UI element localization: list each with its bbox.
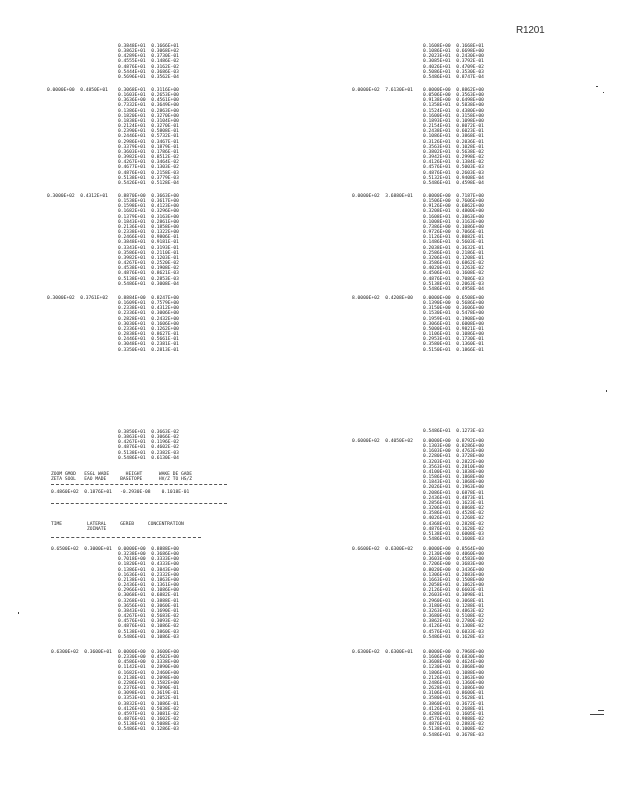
data-block: 0.8884E+00 0.8247E+00 0.1609E+01 0.7579E+00 0.2338E+01 0.4312E+00 0.2336E+01 0.3006E+00 0.2828E+01 0.2432E+00 0.3030E+01 0.1606E+00 0.2336E+01 0.1262E+00 0.2838E+01 0.8627E-01 0.2446E+01 0.5661E-01 0.3048E+01 0.2381E-01 0.3350E+01 0.2813E-01 — [118, 296, 179, 353]
header-rule — [51, 484, 227, 485]
block-header-values: 0.6300E+02 0.6300E+01 — [352, 650, 413, 655]
data-block: 0.8870E+00 0.3663E+00 0.1538E+01 0.3617E+00 0.1598E+01 0.4123E+00 0.1682E+01 0.3296E+00 0.1379E+01 0.3163E+00 0.1843E+01 0.2861E+00 0.2136E+01 0.1858E+00 0.2338E+01 0.1322E+00 0.2466E+01 0.9806E-01 0.3848E+01 0.9181E-01 0.3343E+01 0.3193E-01 0.3586E+01 0.2110E-01 0.3982E+01 0.1203E-01 0.4267E+01 0.2520E-02 0.4538E+01 0.1908E-02 0.4876E+01 0.8621E-03 0.5138E+01 0.2853E-03 0.5486E+01 0.3008E-04 — [118, 194, 179, 287]
scan-speck — [603, 92, 604, 93]
parameter-values: 0.4860E+02 0.1876E+01 -0.2930E-08 0.1018E-01 — [51, 490, 190, 495]
scan-speck — [606, 390, 607, 392]
scan-speck — [590, 714, 604, 715]
data-block: 0.0000E+00 0.7968E+00 0.1606E+00 0.6830E+00 0.3608E+00 0.4624E+00 0.1230E+01 0.3868E+00 0.1806E+01 0.1088E+00 0.2126E+01 0.1863E+00 0.2486E+01 0.1360E+00 0.2628E+01 0.1086E+00 0.3106E+01 0.8600E-01 0.3580E+01 0.5628E-01 0.3860E+01 0.3672E-01 0.4126E+01 0.2688E-01 0.4280E+01 0.1605E-01 0.4576E+01 0.9888E-02 0.4876E+01 0.2883E-02 0.5138E+01 0.1008E-02 0.5486E+01 0.3678E-03 — [423, 650, 484, 738]
block-header-values: 0.3000E+02 0.4312E+01 — [47, 194, 108, 199]
data-block: 0.1608E+00 0.1668E+01 0.1086E+01 0.6698E+00 0.2023E+01 0.2430E+00 0.3085E+01 0.3792E-01 0.4026E+01 0.4709E-02 0.5086E+01 0.3530E-03 0.5486E+01 0.8747E-04 — [423, 44, 484, 80]
header-rule — [51, 503, 227, 504]
block-header-values: 0.3000E+02 0.3761E+02 — [47, 296, 108, 301]
scan-speck — [18, 612, 19, 614]
data-block: 0.3850E+01 0.3663E-02 0.3863E+01 0.3066E-02 0.4267E+01 0.1196E-02 0.4876E+01 0.4602E-02 0.5138E+01 0.2382E-03 0.5486E+01 0.6130E-04 — [118, 430, 179, 461]
block-header-values: 0.6600E+02 0.6300E+02 — [352, 547, 413, 552]
column-header: TIME LATERAL GEREB CONCENTRATION ZOINATE — [51, 522, 184, 533]
column-rule — [51, 537, 201, 538]
block-header-values: 0.0000E+02 7.6130E+01 — [352, 88, 413, 93]
parameter-header: ZOOM GMOD ESGL WADE HEIGHT WAKE DE GADE ZETA SOOL EAO MADE BASETOPE HV/Z TO HS/Z — [51, 472, 193, 483]
data-block: 0.0000E+00 0.7187E+00 0.1506E+00 0.7606E+00 0.9126E+00 0.6862E+00 0.3208E+01 0.4800E+00 0.1608E+01 0.3863E+00 0.1008E+01 0.3163E+00 0.7386E+00 0.1086E+00 0.9726E+00 0.7066E-01 0.1126E+01 0.8082E-01 0.1486E+01 0.5603E-01 0.2038E+01 0.3632E-01 0.2586E+01 0.2186E-01 0.3206E+01 0.1208E-01 0.3586E+01 0.6862E-02 0.4020E+01 0.3263E-02 0.4506E+01 0.1608E-02 0.4876E+01 0.7086E-03 0.5138E+01 0.2063E-03 0.5486E+01 0.4958E-04 — [423, 194, 484, 292]
data-block: 0.0000E+00 0.8792E+00 0.1303E+00 0.8286E+00 0.1603E+00 0.4763E+00 0.2280E+01 0.3728E+00 0.3203E+01 0.2822E+00 0.3563E+01 0.2810E+00 0.4100E+01 0.1838E+00 0.1586E+01 0.1868E+00 0.1843E+01 0.1868E+00 0.2026E+01 0.1963E+00 0.2086E+01 0.6878E-01 0.2436E+01 0.4873E-01 0.2856E+01 0.1623E-01 0.3206E+01 0.8868E-02 0.3586E+01 0.4528E-02 0.4026E+01 0.3268E-02 0.4368E+01 0.2828E-02 0.4876E+01 0.1628E-02 0.5138E+01 0.6008E-03 0.5486E+01 0.1608E-03 — [423, 439, 484, 542]
data-block: 0.3848E+01 0.1666E+01 0.3862E+01 0.3068E+02 0.4289E+01 0.3730E-01 0.4555E+01 0.1486E-02 0.4876E+01 0.3162E-02 0.5444E+01 0.3686E-03 0.5696E+01 0.3562E-04 — [118, 44, 179, 80]
block-header-values: 0.6000E+02 0.4050E+02 — [352, 439, 413, 444]
block-header-values: 0.6300E+02 0.3600E+01 — [51, 650, 112, 655]
data-block: 0.0000E+00 0.6508E+00 0.1390E+00 0.5686E+00 0.3150E+00 0.3606E+00 0.1530E+01 0.5478E+00 0.1959E+01 0.1908E+00 0.3066E+01 0.6008E+00 0.5000E+01 0.9821E-01 0.1106E+01 0.1086E+00 0.2953E+01 0.1730E-01 0.3580E+01 0.1360E-01 0.5150E+01 0.1866E-01 — [423, 296, 484, 353]
data-block: 0.0000E+00 0.3600E+00 0.2330E+00 0.4502E+00 0.4586E+00 0.3338E+00 0.1142E+01 0.2890E+00 0.1682E+01 0.2460E+00 0.2138E+01 0.2098E+00 0.2286E+01 0.1582E+00 0.2376E+01 0.7090E-01 0.3098E+01 0.3619E-01 0.3353E+01 0.2052E-01 0.3832E+01 0.1086E-01 0.4126E+01 0.5038E-02 0.4597E+01 0.3081E-02 0.4876E+01 0.1602E-02 0.5138E+01 0.5088E-03 0.5486E+01 0.1286E-03 — [118, 650, 179, 733]
page-id: R1201 — [516, 25, 545, 36]
block-header-values: 0.6500E+02 0.3000E+01 — [51, 547, 112, 552]
block-header-values: 0.0000E+00 0.4850E+01 — [47, 88, 108, 93]
data-block: 0.0000E+00 0.8862E+00 0.0506E+00 0.3563E+00 0.9138E+00 0.6498E+00 0.1358E+01 0.5838E+00 0.1524E+01 0.4380E+00 0.1600E+01 0.3158E+00 0.1893E+01 0.1098E+00 0.2154E+01 0.8072E-01 0.2438E+01 0.6023E-01 0.1086E+01 0.3868E-01 0.3126E+01 0.2036E-01 0.3563E+01 0.1028E-01 0.3802E+01 0.5638E-02 0.3942E+01 0.2998E-02 0.4126E+01 0.1384E-02 0.4576E+01 0.5003E-03 0.4876E+01 0.2603E-03 0.5132E+01 0.9408E-04 0.5486E+01 0.4598E-04 — [423, 88, 484, 186]
scan-speck — [598, 710, 604, 711]
data-block: 0.0000E+00 0.8564E+00 0.2130E+00 0.4060E+00 0.3603E+00 0.4583E+00 0.7206E+00 0.3683E+00 0.8020E+00 0.3436E+00 0.1306E+01 0.2083E+00 0.1663E+01 0.1508E+00 0.2058E+01 0.1062E+00 0.2126E+01 0.6603E-01 0.2603E+01 0.3098E-01 0.2960E+01 0.3068E-01 0.3180E+01 0.1288E-01 0.3263E+01 0.4863E-02 0.3680E+01 0.5108E-02 0.3862E+01 0.2780E-02 0.4126E+01 0.1308E-02 0.4576E+01 0.6033E-03 0.5486E+01 0.1628E-03 — [423, 547, 484, 640]
data-block: 0.0000E+00 0.8888E+00 0.3238E+00 0.3686E+00 0.7018E+00 0.3333E+00 0.1820E+01 0.4333E+00 0.1386E+01 0.3843E+00 0.1636E+01 0.2332E+00 0.2138E+01 0.1863E+00 0.2436E+01 0.1361E+00 0.2966E+01 0.1086E+00 0.3068E+01 0.6882E-01 0.3268E+01 0.3888E-01 0.3656E+01 0.3060E-01 0.3843E+01 0.1690E-01 0.4267E+01 0.5683E-02 0.4576E+01 0.3093E-02 0.4876E+01 0.1086E-02 0.5138E+01 0.3860E-03 0.5486E+01 0.1086E-03 — [118, 547, 179, 640]
data-block: 0.3068E+01 0.3116E+00 0.1603E+01 0.2653E+00 0.3636E+00 0.4561E+00 0.7332E+01 0.3649E+00 0.1386E+01 0.2863E+00 0.1820E+01 0.3270E+00 0.1838E+01 0.3104E+00 0.2124E+01 0.3270E-01 0.2390E+01 0.5808E-01 0.2446E+01 0.5732E-01 0.2986E+01 0.3467E-01 0.3379E+01 0.1879E-01 0.3603E+01 0.1786E-01 0.3982E+01 0.8512E-02 0.4267E+01 0.3464E-02 0.4677E+01 0.1303E-02 0.4876E+01 0.2158E-03 0.5138E+01 0.3779E-03 0.5426E+01 0.5128E-04 — [118, 88, 179, 186]
scan-speck — [596, 86, 598, 87]
block-header-values: 8.0000E+02 0.4208E+00 — [352, 296, 413, 301]
data-block: 0.5486E+01 0.1273E-03 — [423, 429, 484, 434]
block-header-values: 0.0000E+02 3.6880E+01 — [352, 194, 413, 199]
